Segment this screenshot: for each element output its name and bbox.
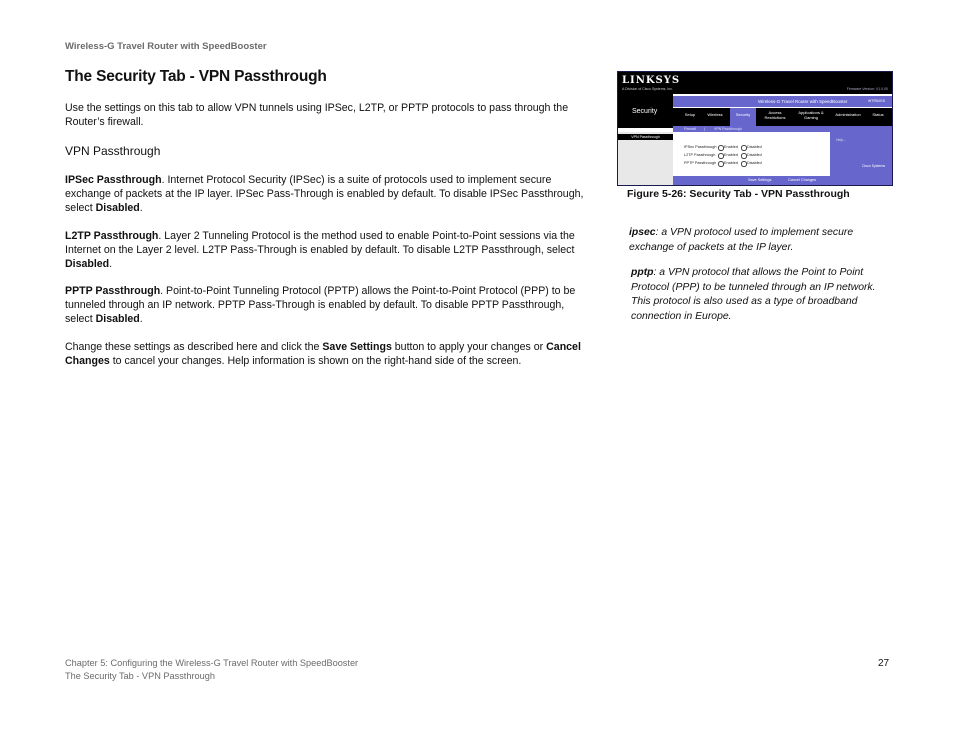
sidebar-note-pptp <box>631 266 896 324</box>
figure-cancel-changes-button: Cancel Changes <box>788 178 817 182</box>
save-paragraph <box>65 340 590 368</box>
page-number: 27 <box>878 658 890 669</box>
l2tp-paragraph <box>65 229 590 272</box>
pptp-term: PPTP Passthrough <box>65 285 161 297</box>
radio-ipsec-disabled <box>741 145 747 151</box>
save-post: to cancel your changes. Help information is shown on the right-hand side of the screen. <box>109 355 522 368</box>
section-name: Security <box>632 108 658 115</box>
radio-pptp-enabled-label: Enabled <box>724 161 738 165</box>
tab-applications-gaming: Applications & Gaming <box>798 110 824 120</box>
note-ipsec-text: : a VPN protocol used to implement secure exchange of packets at the IP layer. <box>629 227 854 253</box>
figure-save-settings-button: Save Settings <box>748 178 772 182</box>
radio-l2tp-enabled-label: Enabled <box>724 153 738 157</box>
tab-administration: Administration <box>835 112 861 117</box>
ipsec-end: . <box>139 202 143 215</box>
note-pptp-text: : a VPN protocol that allows the Point to Point Protocol (PPP) to be tunneled through an IP network. This protocol is also used as a type of broadband connection in Europe. <box>631 267 876 322</box>
radio-ipsec-disabled-label: Disabled <box>747 145 762 149</box>
router-screenshot-figure <box>617 71 893 186</box>
footer-section: The Security Tab - VPN Passthrough <box>65 670 215 681</box>
ipsec-term: IPSec Passthrough <box>65 174 162 186</box>
radio-l2tp-disabled-label: Disabled <box>747 153 762 157</box>
pptp-end: . <box>139 313 143 326</box>
sidebar-note-ipsec <box>629 226 899 255</box>
ipsec-paragraph <box>65 173 590 216</box>
l2tp-text: . Layer 2 Tunneling Protocol is the method used to enable Point-to-Point sessions via the Internet on the Layer 2 level. L2TP Pass-Through is enabled by default. To disable L2TP Passthrough, select <box>65 230 575 257</box>
radio-ipsec-enabled-label: Enabled <box>724 145 738 149</box>
subheading: VPN Passthrough <box>65 144 161 158</box>
tab-wireless: Wireless <box>707 112 723 117</box>
row-pptp-label: PPTP Passthrough <box>684 161 717 165</box>
ipsec-disabled: Disabled <box>95 202 140 215</box>
l2tp-disabled: Disabled <box>65 258 110 271</box>
save-mid: button to apply your changes or <box>391 341 547 353</box>
save-settings-term: Save Settings <box>322 341 392 353</box>
radio-pptp-disabled-label: Disabled <box>747 161 762 165</box>
product-name: Wireless-G Travel Router with SpeedBooster <box>758 99 848 104</box>
radio-l2tp-enabled <box>718 153 724 159</box>
tab-access-restrictions: Access Restrictions <box>764 110 786 120</box>
tab-security: Security <box>735 112 751 117</box>
section-title: The Security Tab - VPN Passthrough <box>65 68 327 85</box>
pptp-text: . Point-to-Point Tunneling Protocol (PPTP) allows the Point-to-Point Protocol (PPP) to be tunneled through an IP network. PPTP Pass-Through is enabled by default. To disable PPTP Passthrough, select <box>65 285 576 326</box>
ipsec-text: . Internet Protocol Security (IPSec) is a suite of protocols used to implement secure exchange of packets at the IP layer. IPSec Pass-Through is enabled by default. To disable IPSec Passthrough, select <box>65 174 584 215</box>
subtab-vpn-passthrough: VPN Passthrough <box>714 127 742 131</box>
row-l2tp-label: L2TP Passthrough <box>684 153 716 157</box>
pptp-paragraph <box>65 284 590 327</box>
save-pre: Change these settings as described here and click the <box>65 341 323 353</box>
pptp-disabled: Disabled <box>95 313 140 326</box>
note-ipsec-term: ipsec <box>629 227 656 238</box>
subtab-firewall: Firewall <box>684 127 697 131</box>
footer-chapter: Chapter 5: Configuring the Wireless-G Travel Router with SpeedBooster <box>65 658 359 668</box>
radio-pptp-enabled <box>718 161 724 167</box>
linksys-logo: LINKSYS <box>622 75 681 86</box>
l2tp-end: . <box>109 258 113 271</box>
figure-caption: Figure 5-26: Security Tab - VPN Passthrough <box>627 188 850 200</box>
radio-l2tp-disabled <box>741 153 747 159</box>
logo-subtitle: A Division of Cisco Systems, Inc. <box>622 87 673 91</box>
radio-pptp-disabled <box>741 161 747 167</box>
model-number: WTR54GS <box>868 99 885 103</box>
note-pptp-term: pptp <box>631 267 654 278</box>
help-label: Help... <box>836 138 847 142</box>
tab-setup: Setup <box>684 112 696 117</box>
l2tp-term: L2TP Passthrough <box>65 230 159 242</box>
firmware-version: Firmware Version: V1.0.00 <box>846 87 888 91</box>
intro-paragraph: Use the settings on this tab to allow VPN tunnels using IPSec, L2TP, or PPTP protocols to pass through the Router’s firewall. <box>65 102 569 129</box>
running-head: Wireless-G Travel Router with SpeedBooster <box>65 41 267 52</box>
row-ipsec-label: IPSec Passthrough <box>684 145 717 149</box>
page-footer <box>65 657 358 682</box>
cancel-changes-term: Cancel Changes <box>65 341 581 368</box>
tab-status: Status <box>872 112 884 117</box>
radio-ipsec-enabled <box>718 145 724 151</box>
cisco-logo: Cisco Systems <box>862 164 886 168</box>
subtab-separator: | <box>704 127 705 131</box>
side-label: VPN Passthrough <box>618 134 673 140</box>
